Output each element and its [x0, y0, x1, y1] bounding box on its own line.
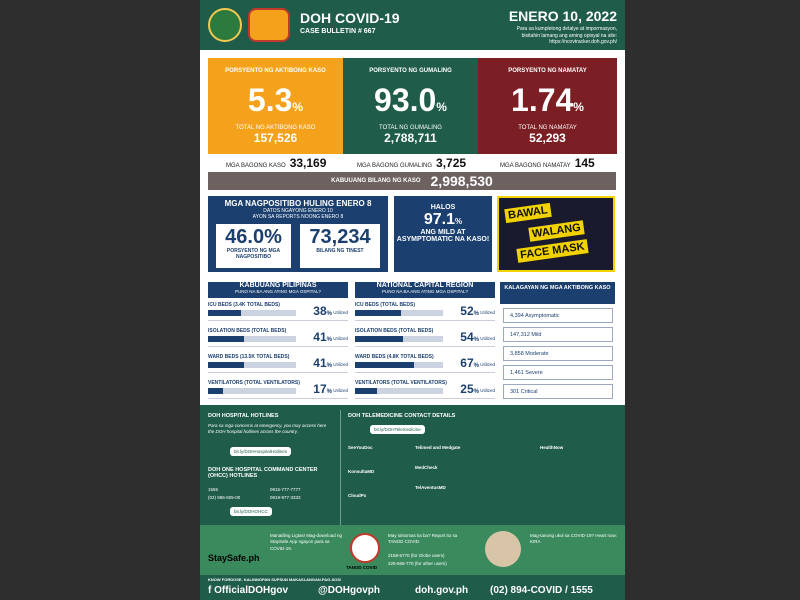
bed-percent-value: 67: [460, 356, 474, 370]
bed-percent-value: 41: [313, 330, 327, 344]
stat-sub-value: 52,293: [529, 131, 566, 145]
tele-item: CloudPx: [348, 493, 367, 498]
new-deaths: [500, 156, 595, 170]
bed-percent: [313, 356, 332, 370]
social-bar: [200, 575, 625, 600]
bed-bar-fill: [208, 362, 244, 368]
bed-percent-value: 25: [460, 382, 474, 396]
bida-logo-icon: [248, 8, 290, 42]
twitter-link[interactable]: @DOHgovph: [318, 585, 380, 596]
staysafe-title: StaySafe.ph: [208, 553, 260, 563]
bed-percent-sign: %: [473, 363, 479, 369]
positivity-title: MGA NAGPOSITIBO HULING ENERO 8: [224, 199, 372, 208]
severity-item: 4,394 Asymptomatic: [503, 308, 613, 323]
ph-bed-row: [208, 354, 348, 373]
tele-item: MedCheck: [415, 465, 438, 470]
mild-value: 97.1: [423, 211, 455, 228]
stat-sub-value: 2,788,711: [384, 131, 437, 145]
bed-percent-sign: %: [473, 389, 479, 395]
positivity-rate-value: 46.0%: [225, 226, 282, 248]
bed-label: ISOLATION BEDS (TOTAL BEDS): [208, 328, 287, 334]
tele-title: DOH TELEMEDICINE CONTACT DETAILS: [348, 413, 456, 419]
stat-unit: %: [573, 100, 584, 114]
tanod-number: 225-665-770 (for other users): [388, 561, 447, 566]
severity-title: KALAGAYAN NG MGA AKTIBONG KASO: [504, 285, 611, 291]
bed-bar: [355, 336, 443, 342]
bed-percent-sign: %: [326, 311, 332, 317]
facebook-link[interactable]: f OfficialDOHgov: [208, 585, 289, 596]
utilized-label: Utilized: [480, 310, 495, 315]
bed-bar-fill: [208, 336, 244, 342]
bed-bar: [355, 388, 443, 394]
severity-header: [500, 282, 615, 304]
bed-percent-value: 41: [313, 356, 327, 370]
utilized-label: Utilized: [333, 388, 348, 393]
hotlines-title: DOH HOSPITAL HOTLINES: [208, 413, 279, 419]
bulletin-number: CASE BULLETIN # 667: [300, 28, 376, 35]
new-recoveries: [357, 156, 466, 170]
ph-title: KABUUANG PILIPINAS: [239, 282, 317, 289]
ncr-header: [355, 282, 495, 298]
bed-bar: [355, 362, 443, 368]
bed-label: WARD BEDS (13.5K TOTAL BEDS): [208, 354, 290, 360]
tested-label: BILANG NG TINEST: [316, 248, 364, 254]
stat-label: PORSYENTO NG GUMALING: [369, 68, 452, 74]
phone-link[interactable]: (02) 894-COVID / 1555: [490, 585, 593, 596]
tested-value: 73,234: [309, 226, 371, 248]
mask-line3: FACE MASK: [516, 239, 588, 263]
bed-percent-value: 54: [460, 330, 474, 344]
bed-percent-sign: %: [326, 389, 332, 395]
utilized-label: Utilized: [480, 336, 495, 341]
tele-link[interactable]: bit.ly/DOHTelemedicine: [370, 425, 425, 434]
doh-seal-icon: [208, 8, 242, 42]
stat-sub-value: 157,526: [253, 131, 298, 145]
bottom-text: KNOW FORDOSE. KALINNOPAN SUPSUN MAKASLANGAN.PAG-SOS!: [208, 577, 342, 582]
mask-line1: BAWAL: [504, 203, 551, 223]
tested-card: [300, 224, 380, 268]
ph-sub: PUNO NA BA ANG ATING MGA OSPITAL?: [234, 289, 322, 294]
bed-label: VENTILATORS (TOTAL VENTILATORS): [208, 380, 300, 386]
ohcc-number: 0915-777-7777: [270, 487, 301, 492]
ohcc-number: (02) 886-505-00: [208, 495, 241, 500]
positivity-sub2: AYON SA REPORTS NOONG ENERO 8: [252, 214, 344, 220]
severity-item: 1,461 Severe: [503, 365, 613, 380]
total-cases-bar: [208, 172, 616, 190]
tele-item: SeeYouDoc: [348, 445, 373, 450]
no-mask-sign: [497, 196, 615, 272]
tele-item: KonsultaMD: [348, 469, 375, 474]
tele-item: Telimed and Medgate: [415, 445, 461, 450]
positivity-rate-label: PORSYENTO NG MGA NAGPOSITIBO: [226, 248, 281, 260]
ph-bed-row: [208, 302, 348, 321]
bed-percent: [313, 382, 332, 396]
covid-bulletin-poster: [200, 0, 625, 600]
stat-sub-label: TOTAL NG NAMATAY: [518, 125, 577, 131]
new-recoveries-value: 3,725: [436, 156, 467, 170]
bed-label: WARD BEDS (4.8K TOTAL BEDS): [355, 354, 434, 360]
bed-percent-sign: %: [473, 337, 479, 343]
ncr-sub: PUNO NA BA ANG ATING MGA OSPITAL?: [381, 289, 469, 294]
tanod-covid-logo-icon: [350, 533, 380, 563]
bed-label: ICU BEDS (TOTAL BEDS): [355, 302, 416, 308]
stat-box: [208, 58, 343, 154]
header-title: DOH COVID-19: [300, 10, 400, 26]
bed-bar: [208, 310, 296, 316]
bed-bar: [208, 336, 296, 342]
stat-label: PORSYENTO NG AKTIBONG KASO: [225, 68, 326, 74]
utilized-label: Utilized: [333, 310, 348, 315]
severity-item: 3,858 Moderate: [503, 346, 613, 361]
bed-percent: [313, 304, 332, 318]
stat-unit: %: [292, 100, 304, 114]
tanod-label: TANOD COVID: [346, 565, 378, 570]
bed-percent: [460, 304, 479, 318]
bulletin-header: [200, 0, 625, 50]
promo-band: [200, 525, 625, 575]
bed-percent-sign: %: [473, 311, 479, 317]
bed-label: VENTILATORS (TOTAL VENTILATORS): [355, 380, 447, 386]
bed-percent: [460, 356, 479, 370]
bed-percent: [460, 330, 479, 344]
ohcc-link[interactable]: bit.ly/DOHOHCC: [230, 507, 272, 516]
staysafe-text: Manatiling Ligtas! Mag-download ng StaySafe App ngayon para sa COVID-19.: [270, 533, 343, 551]
website-link[interactable]: doh.gov.ph: [415, 585, 469, 596]
ncr-bed-row: [355, 302, 495, 321]
stat-sub-label: TOTAL NG GUMALING: [379, 125, 442, 131]
stat-box: [343, 58, 478, 154]
ph-header: [208, 282, 348, 298]
tele-item: HealthNow: [540, 445, 564, 450]
footer-divider: [340, 410, 341, 525]
mild-percent: [394, 211, 492, 229]
total-cases-label: KABUUANG BILANG NG KASO: [331, 177, 421, 184]
utilized-label: Utilized: [480, 362, 495, 367]
stat-sub-label: TOTAL NG AKTIBONG KASO: [235, 125, 316, 131]
ncr-bed-row: [355, 328, 495, 347]
ncr-bed-row: [355, 380, 495, 399]
stat-value: [208, 82, 343, 119]
bed-bar-fill: [208, 388, 223, 394]
new-recoveries-label: MGA BAGONG GUMALING: [357, 163, 433, 169]
utilized-label: Utilized: [333, 362, 348, 367]
right-text: Mag-tanong ukol sa COVID-19? Heart now: KIRA: [530, 533, 618, 545]
total-cases-value: 2,998,530: [430, 172, 493, 189]
ph-bed-row: [208, 328, 348, 347]
utilized-label: Utilized: [333, 336, 348, 341]
ncr-title: NATIONAL CAPITAL REGION: [376, 282, 474, 289]
bed-percent-value: 17: [313, 382, 327, 396]
new-cases-label: MGA BAGONG KASO: [226, 163, 286, 169]
tanod-text: May sintomas ka ba? Report ito sa TANOD COVID.: [388, 533, 458, 545]
bed-percent-sign: %: [326, 337, 332, 343]
bed-percent-sign: %: [326, 363, 332, 369]
bed-percent: [313, 330, 332, 344]
bed-bar-fill: [355, 336, 403, 342]
severity-item: 301 Critical: [503, 384, 613, 399]
bed-bar-fill: [355, 388, 377, 394]
bed-bar: [208, 388, 296, 394]
hotlines-link[interactable]: bit.ly/DOHHospitalHotlines: [230, 447, 291, 456]
mild-pre: HALOS: [430, 204, 456, 211]
new-deaths-value: 145: [574, 156, 595, 170]
ph-bed-row: [208, 380, 348, 399]
bulletin-date: ENERO 10, 2022: [508, 8, 617, 24]
new-cases-value: 33,169: [289, 156, 327, 170]
stat-value: [478, 82, 617, 119]
header-note: Para sa kumpletong detalye at impormasyon, bisitahin lamang ang aming opisyal na site: https://ncovtracker.doh.gov.ph/: [516, 26, 617, 45]
bed-bar-fill: [208, 310, 241, 316]
stat-number: 1.74: [511, 82, 574, 118]
stat-number: 93.0: [374, 82, 437, 118]
positivity-box: [208, 196, 388, 272]
utilized-label: Utilized: [480, 388, 495, 393]
bed-percent-value: 38: [313, 304, 327, 318]
bed-bar: [208, 362, 296, 368]
stat-label: PORSYENTO NG NAMATAY: [508, 68, 587, 74]
mild-text: ANG MILD AT ASYMPTOMATIC NA KASO!: [396, 229, 490, 243]
severity-item: 147,312 Mild: [503, 327, 613, 342]
new-deaths-label: MGA BAGONG NAMATAY: [500, 163, 571, 169]
stat-number: 5.3: [247, 82, 293, 118]
bed-bar-fill: [355, 362, 414, 368]
ohcc-number: 1555: [208, 487, 219, 492]
stat-box: [478, 58, 617, 154]
mask-line2: WALANG: [528, 220, 584, 242]
hotlines-text: Para sa mga concerns at emergency, you may access here the DOH hospital hotlines across the country.: [208, 423, 327, 435]
new-cases: [226, 156, 326, 170]
bed-label: ISOLATION BEDS (TOTAL BEDS): [355, 328, 434, 334]
mild-box: [394, 196, 492, 272]
tele-item: TelAventusMD: [415, 485, 446, 490]
positivity-rate-card: [216, 224, 291, 268]
ohcc-title: DOH ONE HOSPITAL COMMAND CENTER (OHCC) HOTLINES: [208, 467, 318, 479]
tanod-number: 2158-5770 (for Globe users): [388, 553, 445, 558]
stat-unit: %: [436, 100, 447, 114]
ncr-bed-row: [355, 354, 495, 373]
bed-label: ICU BEDS (3.4K TOTAL BEDS): [208, 302, 280, 308]
stat-value: [343, 82, 478, 119]
positivity-sub: DATOS NGAYONG ENERO 10: [263, 208, 333, 214]
mild-unit: %: [455, 217, 463, 226]
avatar: [485, 531, 521, 567]
bed-bar-fill: [355, 310, 401, 316]
ohcc-number: 0919-977-3333: [270, 495, 301, 500]
bed-percent: [460, 382, 479, 396]
bed-percent-value: 52: [460, 304, 474, 318]
bed-bar: [355, 310, 443, 316]
